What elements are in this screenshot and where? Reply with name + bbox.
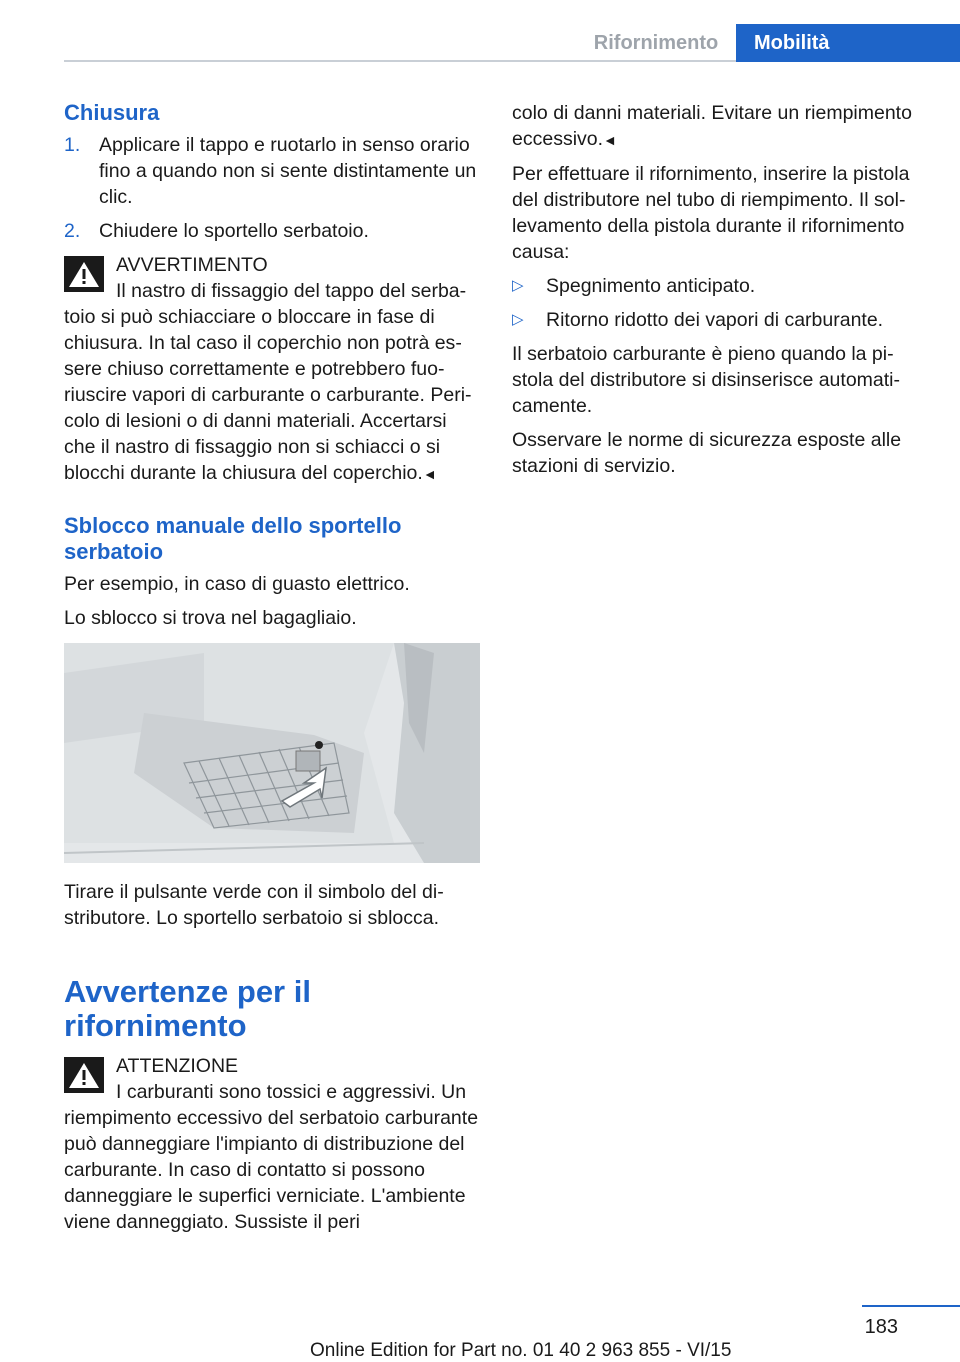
footer-rule <box>862 1305 960 1307</box>
page-number: 183 <box>864 1316 898 1338</box>
paragraph-sblocco: Lo sblocco si trova nel bagagliaio. <box>64 607 357 629</box>
step-text: Applicare il tappo e ruotarlo in senso orario fino a quando non si sente distintamente un clic. <box>99 134 477 208</box>
end-mark: ◄ <box>603 132 617 148</box>
paragraph-esempio: Per esempio, in caso di guasto elettrico. <box>64 573 410 595</box>
caution-block <box>64 1053 480 1235</box>
list-item <box>512 307 924 333</box>
paragraph-effettuare: Per effettuare il rifornimento, inserire la pistola del distributore nel tubo di riempimento. Il sollevamento della pistola durante il rifornimento causa: <box>512 163 910 263</box>
heading-sblocco: Sblocco manuale dello sportello serbatoio <box>64 513 402 564</box>
right-column <box>512 100 924 487</box>
warning-triangle-icon <box>64 1057 104 1093</box>
paragraph-pieno: Il serbatoio carburante è pieno quando la pistola del distributore si disinserisce automaticamente. <box>512 343 901 417</box>
caution-text: I carburanti sono tossici e aggressivi. Un riempimento eccessivo del serbatoio carburante può danneggiare l'impianto di distribuzione del carburante. In caso di contatto si possono danneggiare le superfici verniciate. L'ambiente viene danneggiato. Sussiste il peri <box>64 1081 479 1233</box>
paragraph-osservare: Osservare le norme di sicurezza esposte alle stazioni di servizio. <box>512 429 902 477</box>
warning-text: Il nastro di fissaggio del tappo del serbatoio si può schiacciare o bloccare in fase di chiusura. In tal caso il coperchio non potrà essere chiuso correttamente e potrebbero fuoriuscire vapori di carburante o carburante. Pericolo di lesioni o di danni materiali. Accertarsi che il nastro di fissaggio non si schiacci o si blocchi durante la chiusura del coperchio. <box>64 280 472 484</box>
step-text: Chiudere lo sportello serbatoio. <box>99 220 369 242</box>
paragraph-continuation: colo di danni materiali. Evitare un riempimento eccessivo. <box>512 102 912 150</box>
warning-triangle-icon <box>64 256 104 292</box>
step-number: 2. <box>64 220 81 242</box>
warning-block <box>64 252 480 487</box>
tab-chapter: Mobilità <box>736 24 960 62</box>
tab-section: Rifornimento <box>593 32 719 54</box>
paragraph-tirare: Tirare il pulsante verde con il simbolo del distributore. Lo sportello serbatoio si sblocca. <box>64 881 444 929</box>
edition-footer: Online Edition for Part no. 01 40 2 963 855 - VI/15 <box>310 1340 732 1361</box>
heading-avvertenze: Avvertenze per il rifornimento <box>64 974 311 1043</box>
caution-title: ATTENZIONE <box>116 1055 239 1077</box>
step-2 <box>64 218 480 244</box>
step-number: 1. <box>64 134 81 156</box>
triangle-bullet-icon: ▷ <box>512 277 524 294</box>
list-item-text: Ritorno ridotto dei vapori di carburante. <box>546 309 884 331</box>
trunk-fuel-release-photo <box>64 643 480 863</box>
list-item-text: Spegnimento anticipato. <box>546 275 756 297</box>
heading-chiusura: Chiusura <box>64 100 160 125</box>
left-column <box>64 100 480 1243</box>
step-1 <box>64 132 480 210</box>
end-mark: ◄ <box>422 466 437 482</box>
list-item <box>512 273 924 299</box>
triangle-bullet-icon: ▷ <box>512 311 524 328</box>
warning-title: AVVERTIMENTO <box>116 254 268 276</box>
